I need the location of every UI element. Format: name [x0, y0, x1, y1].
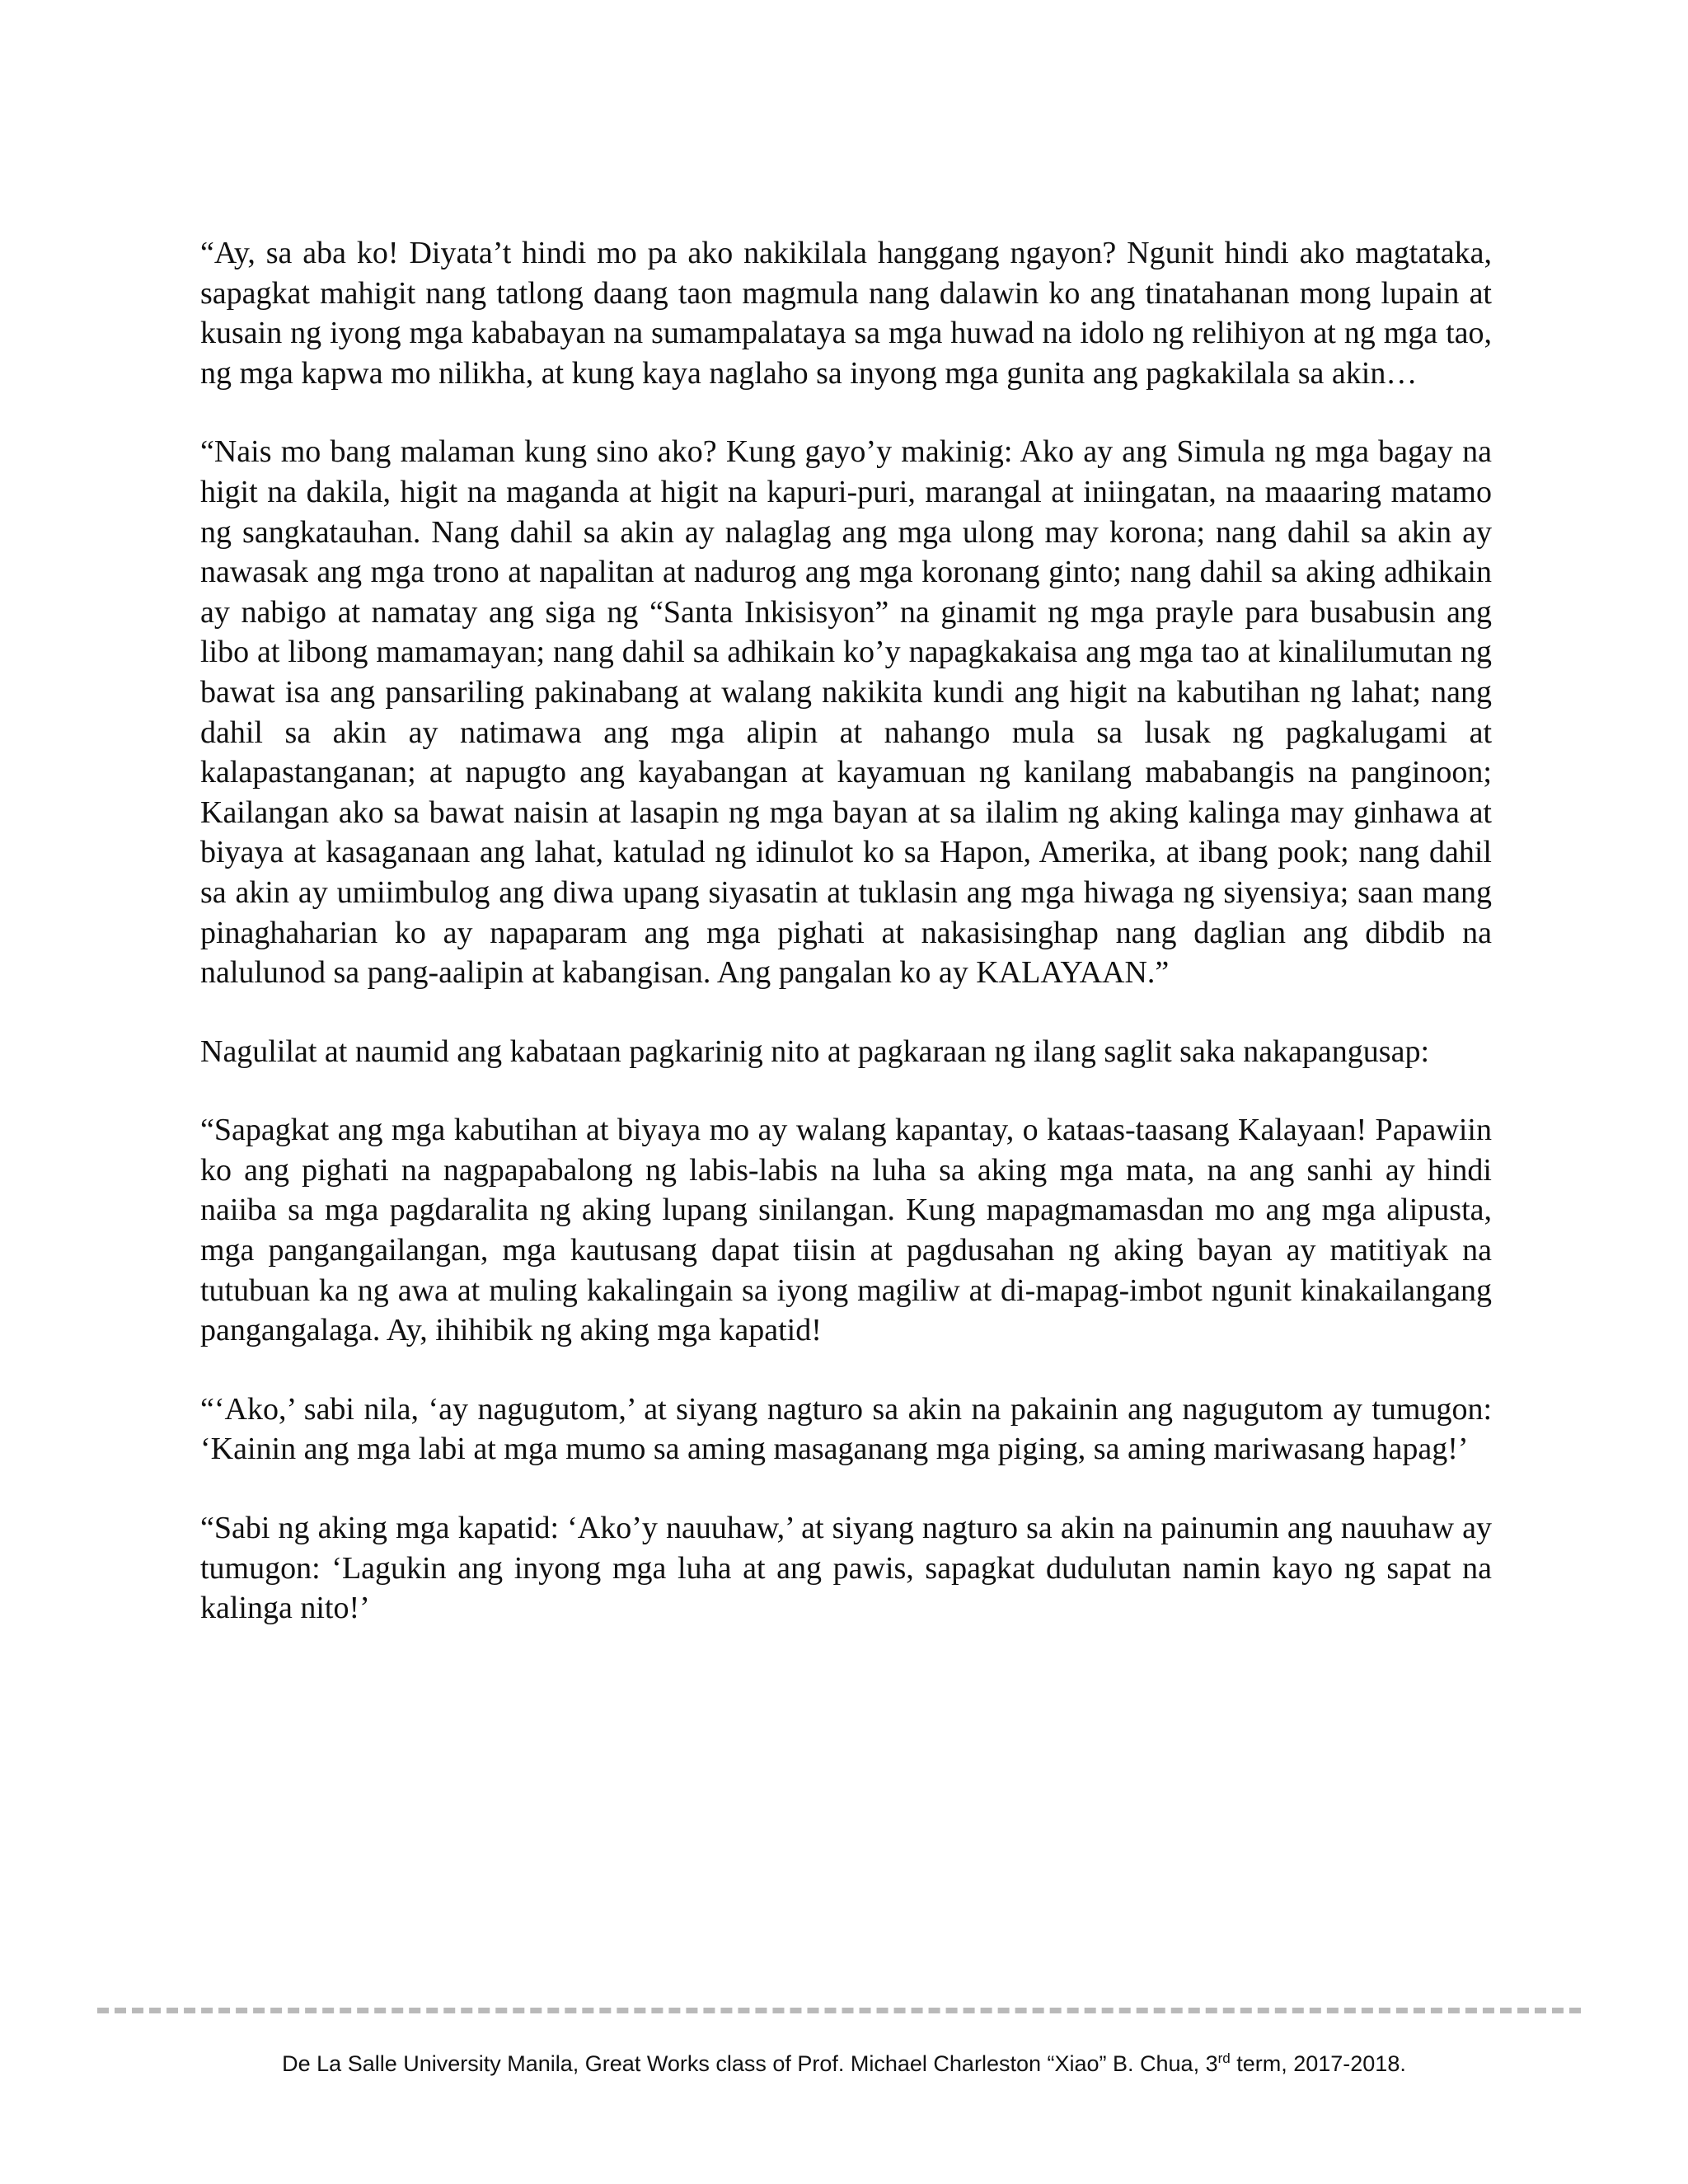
page-footer	[0, 2047, 1688, 2080]
footer-ordinal-suffix: rd	[1217, 2050, 1231, 2066]
footer-divider	[97, 2008, 1581, 2013]
paragraph-5: “‘Ako,’ sabi nila, ‘ay nagugutom,’ at siyang nagturo sa akin na pakainin ang nagugutom ay tumugon: ‘Kainin ang mga labi at mga mumo sa aming masaganang mga piging, sa aming mariwasang hapag!’	[200, 1391, 1492, 1467]
paragraph-6: “Sabi ng aking mga kapatid: ‘Ako’y nauuhaw,’ at siyang nagturo sa akin na painumin ang nauuhaw ay tumugon: ‘Lagukin ang inyong mga luha at ang pawis, sapagkat dudulutan namin kayo ng sapat na kalinga nito!’	[200, 1511, 1492, 1626]
paragraph-2: “Nais mo bang malaman kung sino ako? Kung gayo’y makinig: Ako ay ang Simula ng mga bagay na higit na dakila, higit na maganda at higit na kapuri-puri, marangal at iniingatan, na maaaring matamo ng sangkatauhan. Nang dahil sa akin ay nalaglag ang mga ulong may korona; nang dahil sa akin ay nawasak ang mga trono at napalitan at nadurog ang mga koronang ginto; nang dahil sa aking adhikain ay nabigo at namatay ang siga ng “Santa Inkisisyon” na ginamit ng mga prayle para busabusin ang libo at libong mamamayan; nang dahil sa adhikain ko’y napagkakaisa ang mga tao at kinalilumutan ng bawat isa ang pansariling pakinabang at walang nakikita kundi ang higit na kabutihan ng lahat; nang dahil sa akin ay natimawa ang mga alipin at nahango mula sa lusak ng pagkalugami at kalapastanganan; at napugto ang kayabangan at kayamuan ng kanilang mababangis na panginoon; Kailangan ako sa bawat naisin at lasapin ng mga bayan at sa ilalim ng aking kalinga may ginhawa at biyaya at kasaganaan ang lahat, katulad ng idinulot ko sa Hapon, Amerika, at ibang pook; nang dahil sa akin ay umiimbulog ang diwa upang siyasatin at tuklasin ang mga hiwaga ng siyensiya; saan mang pinaghaharian ko ay napaparam ang mga pighati at nakasisinghap nang daglian ang dibdib na nalulunod sa pang-aalipin at kabangisan. Ang pangalan ko ay KALAYAAN.”	[200, 434, 1492, 991]
paragraph-4: “Sapagkat ang mga kabutihan at biyaya mo ay walang kapantay, o kataas-taasang Kalayaan! Papawiin ko ang pighati na nagpapabalong ng labis-labis na luha sa aking mga mata, na ang sanhi ay hindi naiiba sa mga pagdaralita ng aking lupang sinilangan. Kung mapagmamasdan mo ang mga alipusta, mga pangangailangan, mga kautusang dapat tiisin at pagdusahan ng aking bayan ay matitiyak na tutubuan ka ng awa at muling kakalingain sa iyong magiliw at di-mapag-imbot ngunit kinakailangang pangangalaga. Ay, ihihibik ng aking mga kapatid!	[200, 1113, 1492, 1348]
paragraph-1: “Ay, sa aba ko! Diyata’t hindi mo pa ako nakikilala hanggang ngayon? Ngunit hindi ako magtataka, sapagkat mahigit nang tatlong daang taon magmula nang dalawin ko ang tinatahanan mong lupain at kusain ng iyong mga kababayan na sumampalataya sa mga huwad na idolo ng relihiyon at ng mga tao, ng mga kapwa mo nilikha, at kung kaya naglaho sa inyong mga gunita ang pagkakilala sa akin…	[200, 236, 1492, 391]
footer-text-end: term, 2017-2018.	[1230, 2051, 1406, 2076]
document-body	[200, 233, 1492, 1667]
footer-text: De La Salle University Manila, Great Works class of Prof. Michael Charleston “Xiao” B. Chua, 3	[282, 2051, 1218, 2076]
paragraph-3: Nagulilat at naumid ang kabataan pagkarinig nito at pagkaraan ng ilang saglit saka nakapangusap:	[200, 1033, 1429, 1069]
